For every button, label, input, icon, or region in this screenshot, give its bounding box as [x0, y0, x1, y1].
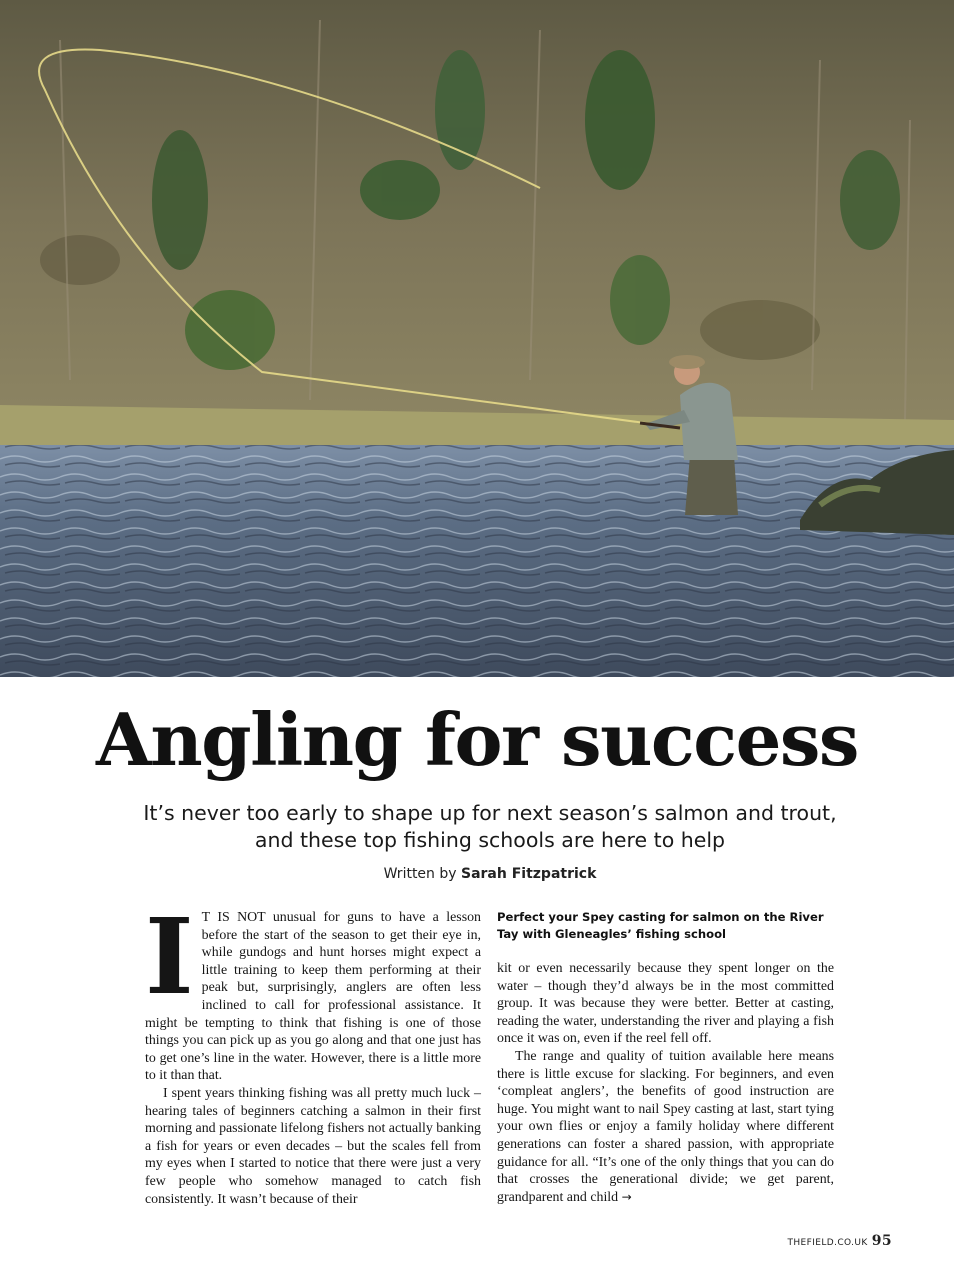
byline — [0, 866, 954, 882]
body-paragraph — [145, 895, 481, 1085]
arrow-right-icon: → — [621, 1189, 632, 1204]
byline-author: Sarah Fitzpatrick — [461, 866, 597, 882]
drop-cap: I — [145, 895, 194, 1018]
paragraph-text: T IS NOT unusual for guns to have a lesson before the start of the season to get their eye in, while gundogs and hunt horses might expect a little training to keep them performing at their peak but, surprisingly, anglers are often less inclined to call for professional assistance. It might be tempting to think that fishing is one of those things you can pick up as you go along and that one just has to get one’s line in the water. However, there is a little more to it than that. — [145, 910, 481, 1084]
body-column-right — [497, 909, 834, 1206]
headline: Angling for success — [96, 697, 858, 782]
standfirst: It’s never too early to shape up for next season’s salmon and trout, and these top fishing schools are here to help — [143, 801, 837, 852]
byline-prefix: Written by — [383, 866, 457, 882]
body-paragraph: kit or even necessarily because they spent longer on the water – though they’d always be in the most committed group. It was because they were better. Better at casting, reading the water, understanding the river and playing a fish once it was on, even if the reel fell off. — [497, 961, 834, 1047]
paragraph-text: The range and quality of tuition available here means there is little excuse for slacking. For beginners, and even ‘compleat anglers’, the benefits of good instruction are huge. You might want to nail Spey casting at last, start tying your own flies or enjoy a family holiday where different generations can foster a shared passion, with appropriate guidance for all. “It’s one of the only things that you can do that crosses the generational divide; we get parent, grandparent and child — [497, 1048, 834, 1205]
body-paragraph — [497, 1048, 834, 1206]
body-column-left — [145, 895, 482, 1208]
site-url: THEFIELD.CO.UK — [787, 1238, 868, 1248]
page-footer — [787, 1233, 892, 1249]
photo-caption: Perfect your Spey casting for salmon on the River Tay with Gleneagles’ fishing school — [497, 910, 824, 941]
page-number: 95 — [871, 1233, 892, 1249]
body-paragraph: I spent years thinking fishing was all pretty much luck – hearing tales of beginners catching a salmon in their first morning and passionate lifelong fishers not actually banking a fish for years or even decades – but the scales fell from my eyes when I started to notice that there were just a very few people who somehow managed to catch fish consistently. It wasn’t because of their — [145, 1085, 482, 1207]
